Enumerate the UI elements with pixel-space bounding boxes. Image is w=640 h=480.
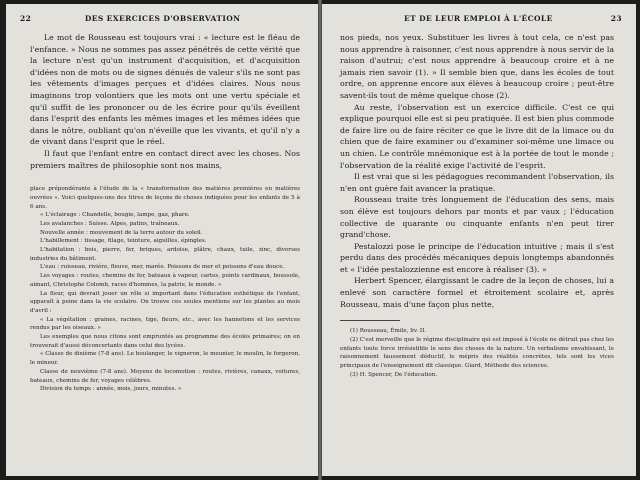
right-page-content [340, 32, 614, 379]
right-page [322, 4, 636, 476]
footnote: Les avalanches : Suisse. Alpes, patins, traîneaux. [40, 220, 180, 227]
footnote: (3) H. Spencer, De l'éducation. [350, 371, 438, 378]
body-text [340, 32, 614, 310]
body-text [30, 32, 300, 171]
running-head: ET DE LEUR EMPLOI À L'ÉCOLE [404, 14, 553, 23]
footnote: « La végétation : graines, racines, tige, fleurs, etc., avec les hannetons et les services rendus par les oiseaux. » [30, 316, 300, 332]
footnote: Division du temps : année, mois, jours, minutes. » [40, 386, 182, 393]
left-page-content [30, 32, 300, 394]
paragraph: nos pieds, nos yeux. Substituer les livres à tout cela, ce n'est pas nous apprendre à raisonner, c'est nous apprendre à nous servir de la raison d'autrui; c'est nous apprendre à beaucoup croire et à ne jamais rien savoir (1). » Il semble bien que, dans les écoles de tout ordre, on apprenne encore aux élèves à beaucoup croire ; peut-être savent-ils tout de même quelque chose (2). [340, 33, 614, 100]
paragraph: Pestalozzi pose le principe de l'éducation intuitive ; mais il s'est perdu dans des procédés mécaniques depuis longtemps abandonnés et « l'idée pestalozzienne est encore à réaliser (3). » [340, 241, 614, 274]
footnote-rule [340, 320, 400, 321]
page-number: 22 [20, 14, 32, 23]
footnote: « L'éclairage : Chandelle, bougie, lampe, gaz, phare. [40, 212, 190, 219]
footnote: « Classe de dixième (7-8 ans). Le boulanger, le vigneron, le meunier, le moulin, le forgeron, le mineur. [30, 351, 300, 367]
footnote: L'eau : ruisseau, rivière, fleuve, mer, marée. Poissons de mer et poissons d'eau douce. [40, 264, 285, 271]
footnote: (2) C'est merveille que le régime disciplinaire qui est imposé à l'école ne détruit pas chez les enfants toute force irrésistible le sens des choses de la nature. Un verbalisme envahissant, le raisonnement faussement déductif, le mépris des réalités concrètes, tels sont les vices principaux de l'enseignement dit classique. Giard, Méthode des sciences. [340, 336, 614, 370]
footnote: Les exemples que nous citons sont empruntés au programme des écoles primaires; on en trouverait d'aussi déconcertants dans celui des lycées. [30, 334, 300, 349]
paragraph: Il faut que l'enfant entre en contact direct avec les choses. Nos premiers maîtres de philosophie sont nos mains, [30, 148, 300, 170]
paragraph: Il est vrai que si les pédagogues recommandent l'observation, ils n'en ont guère fait avancer la pratique. [340, 172, 614, 193]
footnote: L'habillement : tissage, filage, teinture, aiguilles, épingles. [40, 238, 207, 245]
footnote: La fleur, qui devrait jouer un rôle si important dans l'éducation esthétique de l'enfant, apparaît à peine dans la vie scolaire. On trouve ces seules mentions sur les plantes au mois d'avril : [30, 290, 300, 314]
footnotes [30, 185, 300, 394]
left-page-header [20, 14, 304, 23]
footnote: place prépondérante à l'étude de la « transformation des matières premières en matières ouvrées ». Voici quelques-uns des titres de leçons de choses indiquées pour les enfants de 5 à 6 ans. [30, 186, 300, 210]
paragraph: Au reste, l'observation est un exercice difficile. C'est ce qui explique pourquoi elle est si peu pratiquée. Il est bien plus commode de faire lire ou de faire réciter ce que le livre dit de la limace ou du chien que de faire examiner ou d'examiner soi-même une limace ou un chien. Le contrôle mnémonique est à la portée de tout le monde ; l'observation de la réalité exige l'activité de l'esprit. [340, 102, 614, 170]
right-page-header [336, 14, 622, 23]
running-head: DES EXERCICES D'OBSERVATION [84, 14, 241, 23]
paragraph: Rousseau traite très longuement de l'éducation des sens, mais son élève est toujours dehors par monts et par vaux ; l'éducation collective de quarante ou cinquante enfants n'en peut tirer grand'chose. [340, 195, 614, 240]
footnote: L'habitation : bois, pierre, fer, briques, ardoise, plâtre, chaux, tuile, zinc, diverses industries du bâtiment. [30, 247, 300, 262]
paragraph: Herbert Spencer, élargissant le cadre de la leçon de choses, lui a enlevé son caractère formel et étroitement scolaire et, après Rousseau, mais d'une façon plus nette, [340, 276, 614, 309]
left-page [6, 4, 318, 476]
page-number: 23 [610, 14, 622, 23]
footnote: Les voyages : routes, chemins de fer, bateaux à vapeur, cartes, points cardinaux, boussole, aimant, Christophe Colomb, races d'hommes, la patrie, le monde. » [30, 273, 300, 288]
footnote: Nouvelle année : mouvement de la terre autour du soleil. [40, 229, 203, 236]
footnote: Classe de neuvième (7-8 ans). Moyens de locomotion : routes, rivières, canaux, voitures, bateaux, chemins de fer, voyages célèbres. [30, 368, 300, 384]
paragraph: Le mot de Rousseau est toujours vrai : « lecture est le fléau de l'enfance. » Nous ne sommes pas assez pénétrés de cette vérité que la lecture n'est qu'un instrument d'acquisition, et d'acquisition d'idées non de mots ou de signes dénués de valeur s'ils ne sont pas les vêtements d'images perçues et d'idées claires. Nous nous imaginons trop volontiers que les mots ont une vertu spéciale et qu'il suffit de les prononcer ou de les écrire pour qu'ils éveillent dans l'esprit des enfants les mêmes images et les mêmes idées que dans le nôtre, oubliant qu'on n'éveille que les vivants, et qu'il n'y a de vivant dans l'esprit que le réel. [30, 33, 300, 147]
footnotes [340, 327, 614, 379]
footnote: (1) Rousseau, Émile, liv. II. [350, 328, 427, 335]
